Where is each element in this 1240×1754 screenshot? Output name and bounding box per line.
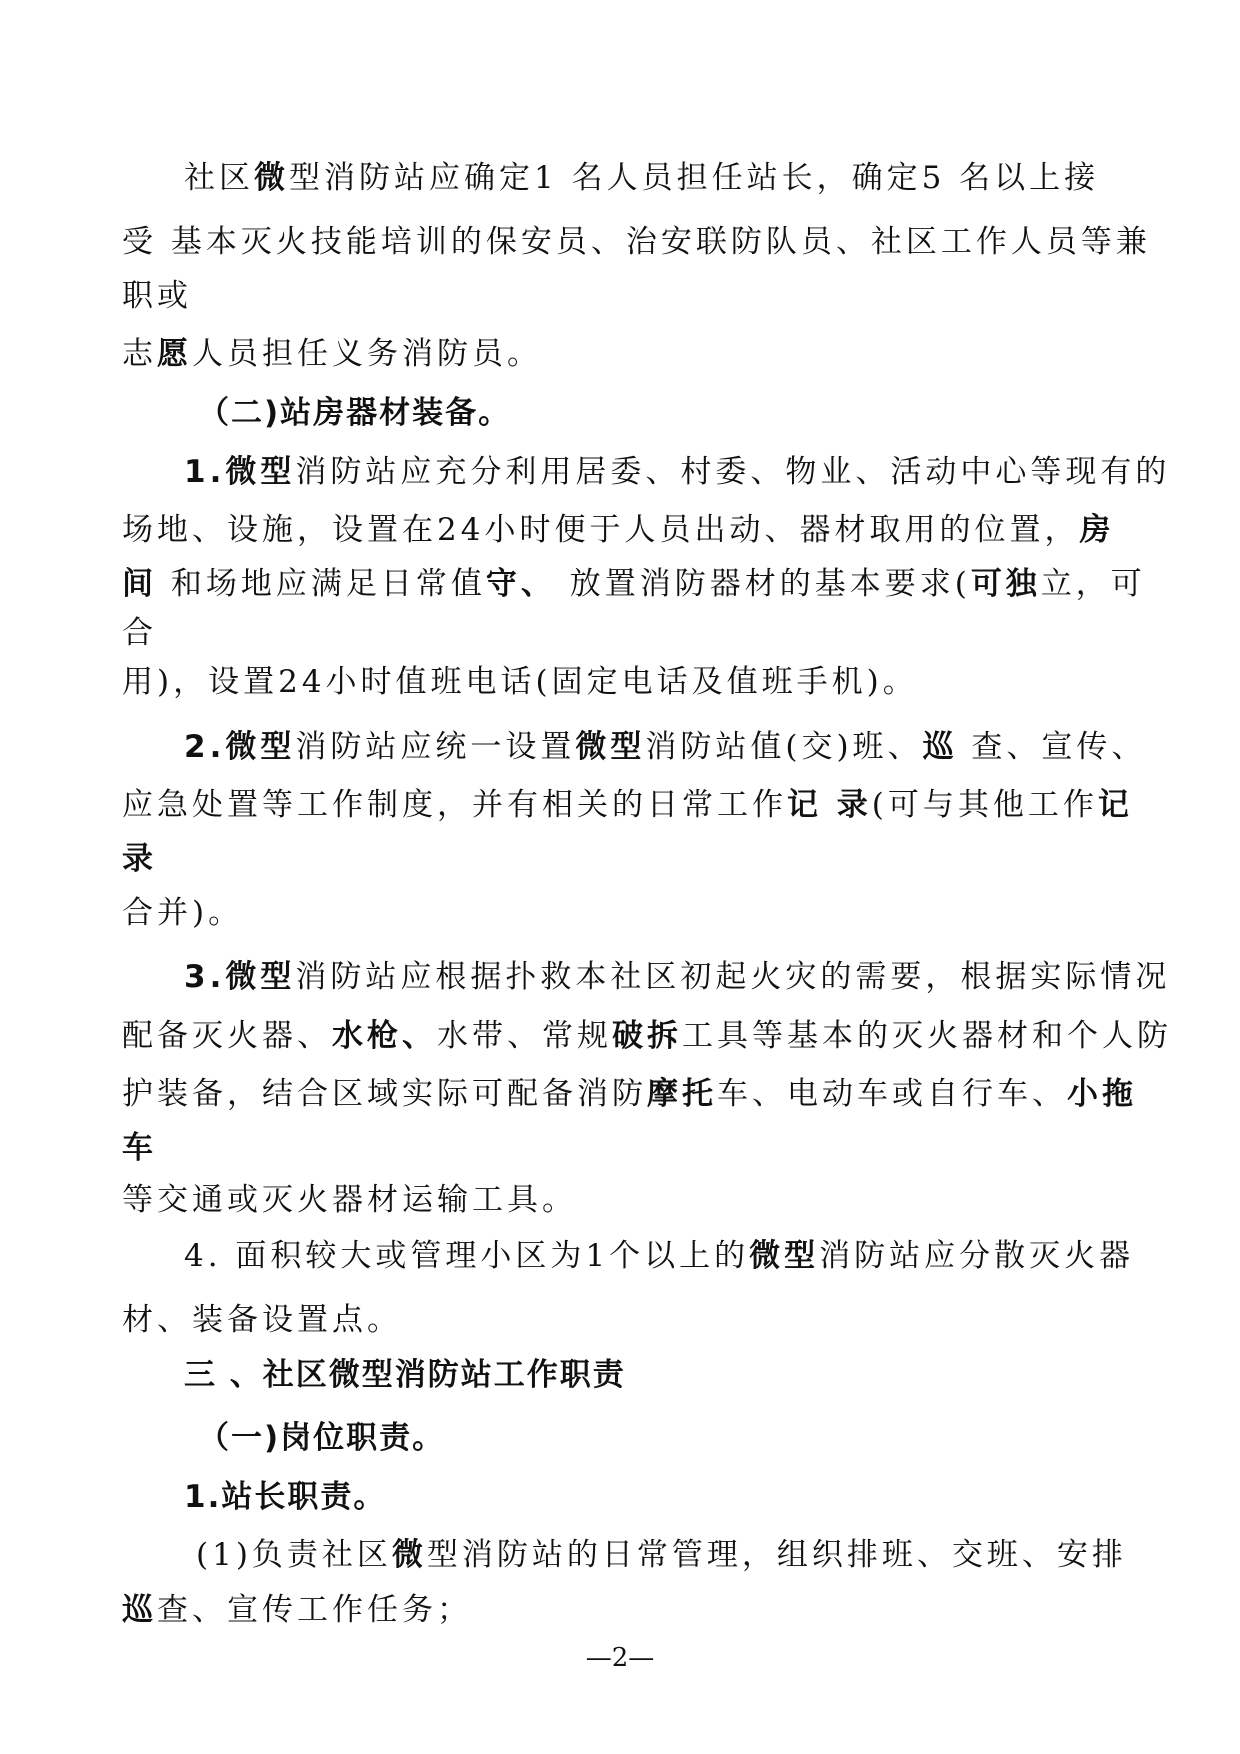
item-1-line-1: 1.微型消防站应充分利用居委、村委、物业、活动中心等现有的 bbox=[184, 454, 1171, 490]
item-3-line-3: 护装备，结合区域实际可配备消防摩托车、电动车或自行车、小拖 bbox=[122, 1076, 1137, 1112]
item-1-line-2: 场地、设施，设置在24小时便于人员出动、器材取用的位置，房 bbox=[122, 512, 1115, 548]
item-3-line-2: 配备灭火器、水枪、水带、常规破拆工具等基本的灭火器材和个人防 bbox=[122, 1018, 1172, 1054]
item-2-line-2: 应急处置等工作制度，并有相关的日常工作记 录(可与其他工作记 bbox=[122, 787, 1133, 823]
subsection-1-heading: 1.站长职责。 bbox=[184, 1479, 387, 1515]
duty-1-line-1: (1)负责社区微型消防站的日常管理，组织排班、交班、安排 bbox=[196, 1537, 1127, 1573]
item-2-line-1: 2.微型消防站应统一设置微型消防站值(交)班、巡 查、宣传、 bbox=[184, 729, 1147, 765]
duty-1-line-2: 巡查、宣传工作任务； bbox=[122, 1592, 472, 1628]
chapter-3-heading: 三 、社区微型消防站工作职责 bbox=[184, 1357, 626, 1393]
item-3-line-1: 3.微型消防站应根据扑救本社区初起火灾的需要，根据实际情况 bbox=[184, 959, 1171, 995]
item-1-line-5: 用)，设置24小时值班电话(固定电话及值班手机)。 bbox=[122, 664, 918, 700]
item-4-line-1: 4. 面积较大或管理小区为1个以上的微型消防站应分散灭火器 bbox=[184, 1238, 1135, 1274]
paragraph-1-line-3: 职或 bbox=[122, 278, 192, 314]
page-number: —2— bbox=[585, 1643, 655, 1673]
item-1-line-3: 间 和场地应满足日常值守、 放置消防器材的基本要求(可独立，可 bbox=[122, 566, 1146, 602]
paragraph-1-line-4: 志愿人员担任义务消防员。 bbox=[122, 336, 542, 372]
paragraph-1-line-2: 受 基本灭火技能培训的保安员、治安联防队员、社区工作人员等兼 bbox=[122, 224, 1151, 260]
item-1-line-4: 合 bbox=[122, 615, 157, 651]
section-2-heading: （二)站房器材装备。 bbox=[198, 395, 512, 431]
item-3-line-4: 车 bbox=[122, 1130, 157, 1166]
item-2-line-4: 合并)。 bbox=[122, 895, 244, 931]
item-2-line-3: 录 bbox=[122, 841, 157, 877]
paragraph-1-line-1: 社区微型消防站应确定1 名人员担任站长，确定5 名以上接 bbox=[184, 160, 1100, 196]
item-4-line-2: 材、装备设置点。 bbox=[122, 1302, 402, 1338]
item-3-line-5: 等交通或灭火器材运输工具。 bbox=[122, 1182, 577, 1218]
section-1-heading: （一)岗位职责。 bbox=[198, 1420, 446, 1456]
